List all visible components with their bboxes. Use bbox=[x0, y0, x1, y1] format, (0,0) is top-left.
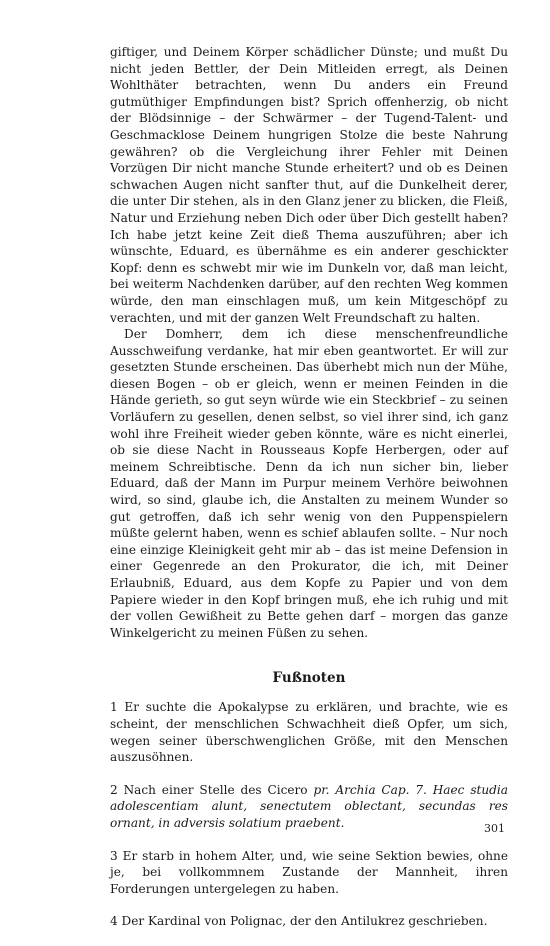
body-paragraph-1: giftiger, und Deinem Körper schädlicher Dünste; und mußt Du nicht jeden Bettler, der Dein Mitleiden erregt, als Deinen Wohlthäter betrachten, wenn Du anders ein Freund gutmüthiger Empfindungen bist? Sprich offenherzig, ob nicht der Blödsinnige – der Schwärmer – der Tugend-Talent- und Geschmacklose Deinem hungrigen Stolze die beste Nahrung gewähren? ob die Vergleichung ihrer Fehler mit Deinen Vorzügen Dir nicht manche Stunde erheitert? und ob es Deinen schwachen Augen nicht sanfter thut, auf die Dunkelheit derer, die unter Dir stehen, als in den Glanz jener zu blicken, die Fleiß, Natur und Erziehung neben Dich oder über Dich gestellt haben? Ich habe jetzt keine Zeit dieß Thema auszuführen; aber ich wünschte, Eduard, es übernähme es ein anderer geschickter Kopf: denn es schwebt mir wie im Dunkeln vor, daß man leicht, bei weiterm Nachdenken darüber, auf den rechten Weg kommen würde, den man einschlagen muß, um kein Mitgeschöpf zu verachten, und mit der ganzen Welt Freundschaft zu halten. bbox=[110, 45, 508, 325]
footnote-2-end: . bbox=[340, 815, 345, 830]
footnote-2-latin-quote: pr. Archia Cap. 7. Haec studia adolescentiam alunt, senectutem oblectant, secundas res ornant, in adversis solatium praebent bbox=[110, 782, 508, 830]
footnote-2-text: 2 Nach einer Stelle des Cicero bbox=[110, 782, 314, 797]
page-content bbox=[110, 44, 508, 946]
footnote-3: 3 Er starb in hohem Alter, und, wie seine Sektion bewies, ohne je, bei vollkommnem Zustande der Mannheit, ihren Forderungen untergelegen zu haben. bbox=[110, 848, 508, 896]
footnotes-heading: Fußnoten bbox=[272, 670, 346, 687]
body-paragraph-2: Der Domherr, dem ich diese menschenfreundliche Ausschweifung verdanke, hat mir eben geantwortet. Er will zur gesetzten Stunde erscheinen. Das überhebt mich nun der Mühe, diesen Bogen – ob er gleich, wenn er meinen Feinden in die Hände gerieth, so gut seyn würde wie ein Steckbrief – zu seinen Vorläufern zu gesellen, denen selbst, so viel ihrer sind, ich ganz wohl ihre Freiheit wieder geben könnte, wäre es nicht einerlei, ob sie diese Nacht in Rousseaus Kopfe Herbergen, oder auf meinem Schreibtische. Denn da ich nun sicher bin, lieber Eduard, daß der Mann im Purpur meinem Verhöre beiwohnen wird, so sind, glaube ich, die Anstalten zu meinem Wunder so gut getroffen, daß ich sehr wenig von den Puppenspielern müßte gelernt haben, wenn es schief ablaufen sollte. – Nur noch eine einzige Kleinigkeit geht mir ab – das ist meine Defension in einer Gegenrede an den Prokurator, die ich, mit Deiner Erlaubniß, Eduard, aus dem Kopfe zu Papier und von dem Papiere wieder in den Kopf bringen muß, ehe ich ruhig und mit der vollen Gewißheit zu Bette gehen darf – morgen das ganze Winkelgericht zu meinen Füßen zu sehen. bbox=[110, 327, 508, 640]
page-number: 301 bbox=[484, 822, 505, 835]
footnote-2 bbox=[110, 782, 508, 832]
footnote-4: 4 Der Kardinal von Polignac, der den Antilukrez geschrieben. bbox=[110, 914, 488, 929]
footnote-1: 1 Er suchte die Apokalypse zu erklären, und brachte, wie es scheint, der menschlichen Schwachheit dieß Opfer, um sich, wegen seiner überschwenglichen Größe, mit den Menschen auszusöhnen. bbox=[110, 700, 508, 765]
